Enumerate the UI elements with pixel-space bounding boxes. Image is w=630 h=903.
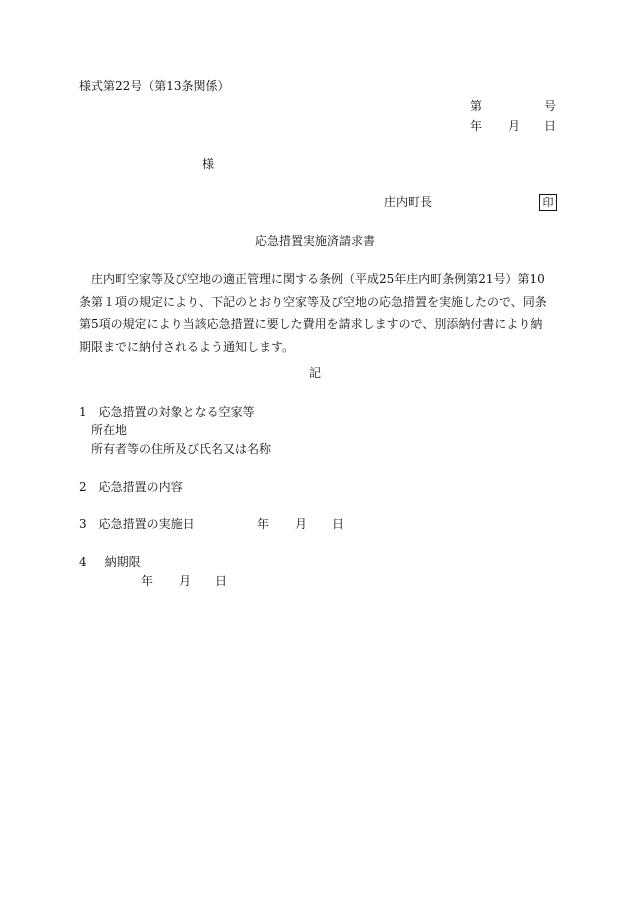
item-3-date-day: 日 (332, 517, 345, 531)
item-4-number: 4 (79, 555, 87, 569)
item-4 (79, 556, 141, 568)
item-1-owner-label: 所有者等の住所及び氏名又は名称 (91, 442, 272, 456)
item-1-label: 応急措置の対象となる空家等 (98, 405, 255, 419)
item-1-location-label: 所在地 (91, 423, 128, 437)
item-4-date-day: 日 (215, 574, 228, 588)
item-3 (79, 518, 195, 530)
form-number: 様式第22号（第13条関係） (79, 79, 230, 93)
item-4-label: 納期限 (104, 555, 141, 569)
issue-date-month: 月 (508, 119, 521, 133)
item-1-number: 1 (79, 405, 87, 419)
issue-date-day: 日 (544, 119, 557, 133)
document-title: 応急措置実施済請求書 (254, 234, 375, 248)
document-number-prefix: 第 (470, 99, 483, 113)
item-4-date-month: 月 (179, 574, 192, 588)
item-4-date-year: 年 (141, 574, 154, 588)
item-3-date-month: 月 (295, 517, 308, 531)
item-3-number: 3 (79, 517, 87, 531)
seal-stamp: 印 (539, 194, 557, 211)
document-number-suffix: 号 (544, 99, 557, 113)
item-3-label: 応急措置の実施日 (98, 517, 195, 531)
recipient-honorific: 様 (202, 157, 215, 171)
item-2-label: 応急措置の内容 (98, 480, 183, 494)
issue-date-year: 年 (470, 119, 483, 133)
issuer-title: 庄内町長 (384, 195, 433, 209)
item-1 (79, 406, 255, 418)
ki-heading: 記 (308, 366, 321, 380)
item-2-number: 2 (79, 480, 87, 494)
item-2 (79, 481, 183, 493)
item-3-date-year: 年 (257, 517, 270, 531)
body-paragraph: 庄内町空家等及び空地の適正管理に関する条例（平成25年庄内町条例第21号）第10条第１項の規定により、下記のとおり空家等及び空地の応急措置を実施したので、同条第5項の規定により当該応急措置に要した費用を請求しますので、別添納付書により納期限までに納付されるよう通知します。 (79, 272, 547, 354)
